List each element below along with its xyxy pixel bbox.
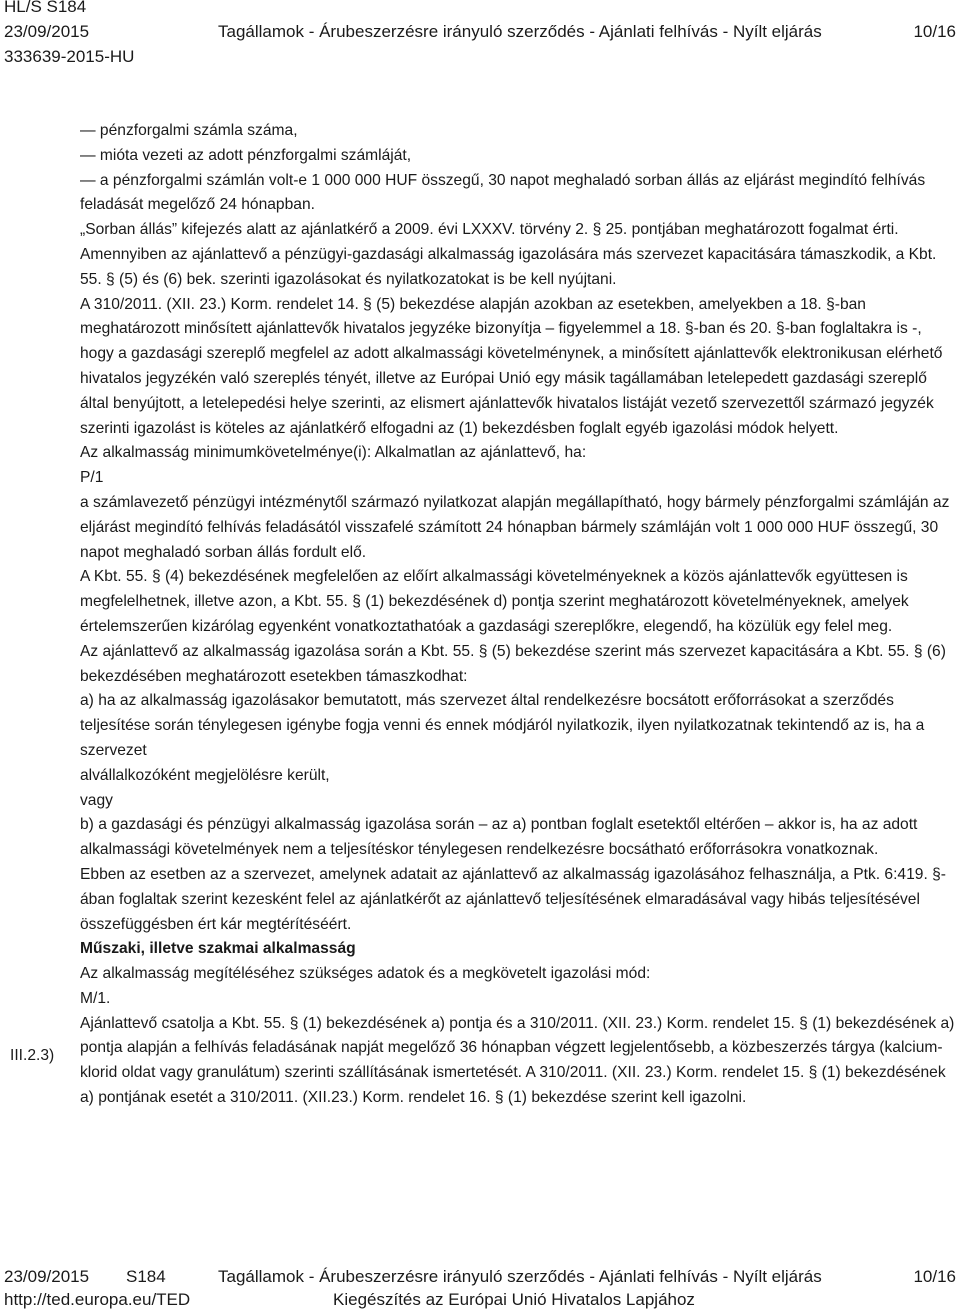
footer-date: 23/09/2015	[4, 1267, 90, 1286]
paragraph: Amennyiben az ajánlattevő a pénzügyi-gazdasági alkalmasság igazolására más szervezet kapacitására támaszkodik, a Kbt. 55. § (5) és (6) bek. szerinti igazolásokat és nyilatkozatokat is be kell nyújtani.	[80, 245, 937, 288]
paragraph: a) ha az alkalmasság igazolásakor bemutatott, más szervezet által rendelkezésre bocsátott erőforrásokat a szerződés teljesítése során ténylegesen igénybe fogja venni és ennek módjáról nyilatkozik, ilyen nyilatkozatnak tekintendő az is, ha a szervezet	[80, 692, 925, 759]
paragraph: P/1	[80, 469, 104, 487]
paragraph: M/1.	[80, 989, 111, 1007]
paragraph: A 310/2011. (XII. 23.) Korm. rendelet 14. § (5) bekezdése alapján azokban az esetekben, amelyekben a 18. §-ban meghatározott minősített ajánlattevők hivatalos jegyzéke bizonyítja – figyelemmel a 18. §-ban és 20. §-ban foglaltakra is -, hogy a gazdasági szereplő megfelel az adott alkalmassági követelménynek, a minősített ajánlattevők elektronikusan elérhető hivatalos jegyzékén való szereplés tényét, illetve az Európai Unió egy másik tagállamában letelepedett gazdasági szereplő által benyújtott, a letelepedési helye szerinti, az elismert ajánlattevők hivatalos listáját vezető szervezettől származó jegyzék szerinti igazolást is köteles az ajánlatkérő elfogadni az (1) bekezdésben foglalt egyéb igazolási módok helyett.	[80, 295, 943, 437]
paragraph: Az alkalmasság minimumkövetelménye(i): Alkalmatlan az ajánlattevő, ha:	[80, 444, 587, 462]
paragraph: A Kbt. 55. § (4) bekezdésének megfelelően az előírt alkalmassági követelményeknek a közös ajánlattevők együttesen is megfelelhetnek, illetve azon, a Kbt. 55. § (1) bekezdésének d) pontja szerint meghatározott követelményeknek, amelyek értelemszerűen kizárólag egyenként vonatkoztathatóak a gazdasági szereplőkre, elegendő, ha közülük egy felel meg.	[80, 568, 909, 635]
header-date: 23/09/2015	[4, 22, 90, 41]
header-code: HL/S S184	[4, 0, 87, 16]
paragraph: Ajánlattevő csatolja a Kbt. 55. § (1) bekezdésének a) pontja és a 310/2011. (XII. 23.) Korm. rendelet 15. § (1) bekezdésének a) pontja alapján a felhívás feladásának napját megelőző 36 hónapban végzett legjelentősebb, a közbeszerzés tárgya (kalcium-klorid oldat vagy granulátum) szerinti szállításának ismertetését. A 310/2011. (XII. 23.) Korm. rendelet 15. § (1) bekezdésének a) pontjának esetét a 310/2011. (XII.23.) Korm. rendelet 16. § (1) bekezdése szerint kell igazolni.	[80, 1014, 955, 1107]
paragraph: Az alkalmasság megítéléséhez szükséges adatok és a megkövetelt igazolási mód:	[80, 965, 651, 983]
header-title: Tagállamok - Árubeszerzésre irányuló szerződés - Ajánlati felhívás - Nyílt eljárás	[218, 22, 822, 41]
footer-url[interactable]: http://ted.europa.eu/TED	[4, 1290, 191, 1309]
paragraph: — pénzforgalmi számla száma,	[80, 122, 298, 139]
page-header	[0, 0, 960, 70]
paragraph: Az ajánlattevő az alkalmasság igazolása során a Kbt. 55. § (5) bekezdése szerint más szervezet kapacitására a Kbt. 55. § (6) bekezdésében meghatározott esetekben támaszkodhat:	[80, 642, 946, 685]
header-ref: 333639-2015-HU	[4, 47, 135, 66]
section-label: III.2.3)	[10, 1047, 55, 1064]
page-footer	[0, 1263, 960, 1311]
header-page-number: 10/16	[913, 22, 956, 41]
paragraph: vagy	[80, 791, 113, 809]
paragraph: a számlavezető pénzügyi intézménytől származó nyilatkozat alapján megállapítható, hogy bármely pénzforgalmi számláján az eljárást megindító felhívás feladásától visszafelé számított 24 hónapban bármely számláján volt 1 000 000 HUF összegű, 30 napot meghaladó sorban állás fordult elő.	[80, 493, 950, 561]
document-body	[80, 119, 956, 1111]
paragraph: alvállalkozóként megjelölésre került,	[80, 766, 330, 784]
section-heading: Műszaki, illetve szakmai alkalmasság	[80, 940, 356, 958]
paragraph: b) a gazdasági és pénzügyi alkalmasság igazolása során – az a) pontban foglalt esetektől eltérően – akkor is, ha az adott alkalmassági követelmények nem a teljesítéskor ténylegesen rendelkezésre bocsátható erőforrásokra vonatkoznak.	[80, 816, 918, 859]
paragraph: „Sorban állás” kifejezés alatt az ajánlatkérő a 2009. évi LXXXV. törvény 2. § 25. pontjában meghatározott fogalmat érti.	[80, 221, 899, 239]
paragraph: — a pénzforgalmi számlán volt-e 1 000 000 HUF összegű, 30 napot meghaladó sorban állás az eljárást megindító felhívás feladását megelőző 24 hónapban.	[80, 171, 926, 214]
footer-title: Tagállamok - Árubeszerzésre irányuló szerződés - Ajánlati felhívás - Nyílt eljárás	[218, 1267, 822, 1286]
footer-subtitle: Kiegészítés az Európai Unió Hivatalos Lapjához	[333, 1290, 695, 1309]
paragraph: — mióta vezeti az adott pénzforgalmi számláját,	[80, 146, 412, 164]
paragraph: Ebben az esetben az a szervezet, amelynek adatait az ajánlattevő az alkalmasság igazolásához felhasználja, a Ptk. 6:419. §-ában foglaltak szerint kezesként felel az ajánlatkérőt az ajánlattevő teljesítésének elmaradásával vagy hibás teljesítésével összefüggésben ért kár megtérítéséért.	[80, 865, 946, 933]
footer-page-number: 10/16	[913, 1267, 956, 1286]
footer-series: S184	[126, 1267, 166, 1286]
